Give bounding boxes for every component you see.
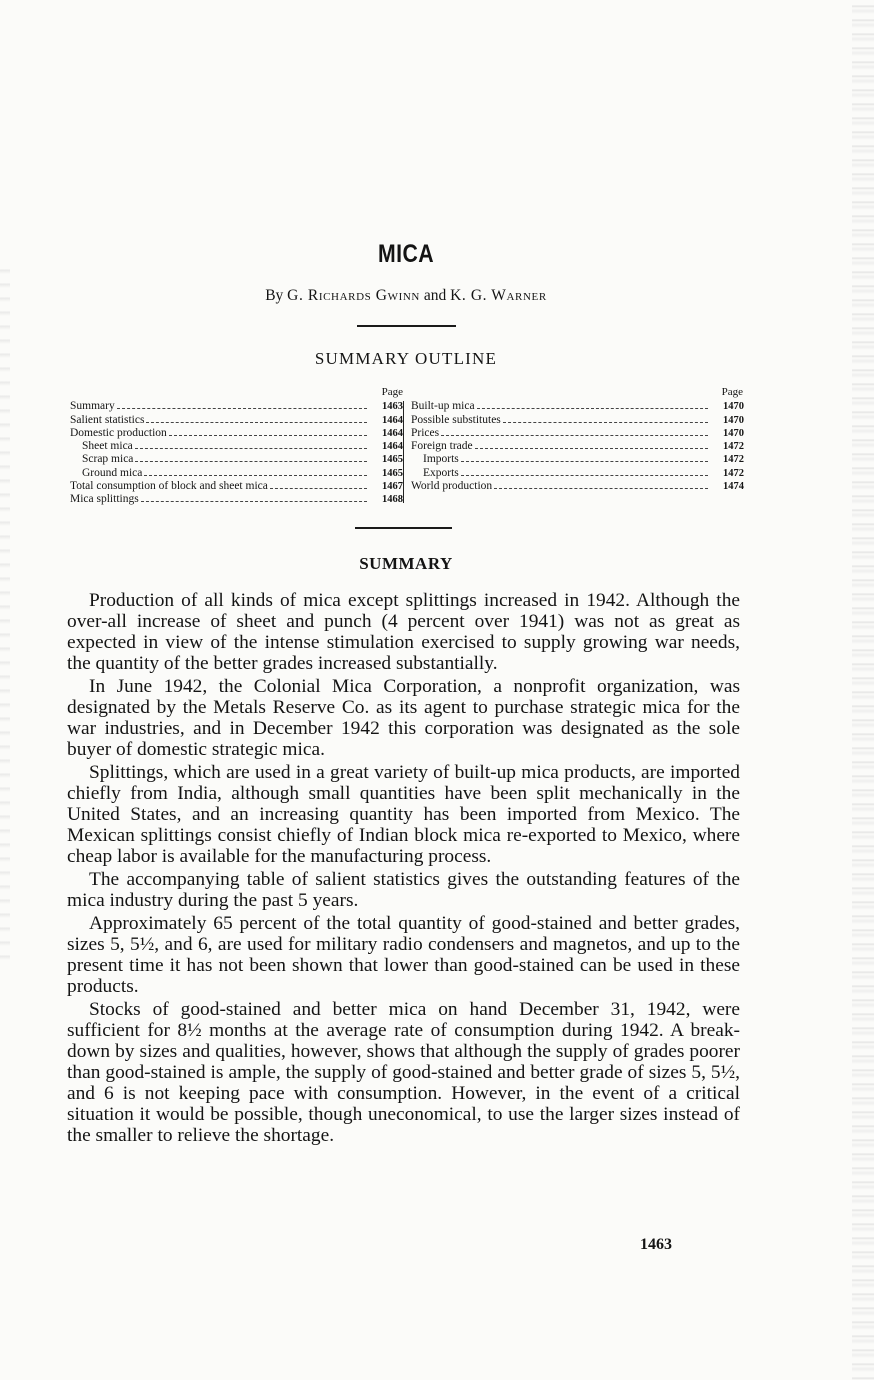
toc-leader	[477, 407, 708, 409]
toc-entry-label: Domestic production	[70, 426, 167, 439]
toc-entry-page: 1470	[723, 414, 744, 426]
toc-entry-page: 1465	[382, 467, 403, 479]
summary-paragraph: Production of all kinds of mica except splittings increased in 1942. Although the over-all increase of sheet and punch (4 percent over 1941) was not as great as expected in view of the intense stimulation exercised to supply growing war needs, the quantity of the better grades increased substantially.	[67, 590, 740, 674]
toc-entry[interactable]	[411, 414, 744, 427]
toc-leader	[461, 460, 708, 462]
toc-entry-page: 1470	[723, 427, 744, 439]
toc-leader	[146, 421, 367, 423]
summary-outline-heading: SUMMARY OUTLINE	[314, 349, 498, 368]
toc-entry[interactable]	[70, 400, 403, 413]
toc-column-separator	[403, 401, 404, 503]
byline-prefix: By	[265, 287, 284, 304]
toc-leader	[270, 487, 367, 489]
byline-conjunction: and	[423, 287, 447, 304]
toc-leader	[494, 487, 708, 489]
toc-entry[interactable]	[411, 480, 744, 493]
toc-entry-label: Imports	[423, 453, 459, 466]
toc-leader	[503, 421, 708, 423]
toc-entry-label: Salient statistics	[70, 413, 145, 426]
toc-entry[interactable]	[411, 400, 744, 413]
toc-entry-label: Summary	[70, 400, 115, 413]
toc-entry-label: Prices	[411, 426, 440, 439]
toc-entry-label: Sheet mica	[82, 440, 133, 453]
toc-page-header: Page	[381, 386, 403, 398]
toc-right-column	[411, 386, 744, 493]
toc-entry[interactable]	[411, 440, 744, 453]
toc-entry-label: Exports	[423, 466, 459, 479]
toc-leader	[475, 447, 708, 449]
toc-entry-page: 1464	[382, 441, 403, 453]
toc-entry[interactable]	[411, 467, 744, 480]
toc-entry[interactable]	[70, 427, 403, 440]
toc-entry-page: 1472	[723, 441, 744, 453]
summary-heading: SUMMARY	[359, 554, 453, 573]
summary-paragraph: In June 1942, the Colonial Mica Corporation, a nonprofit organization, was designated by the Metals Reserve Co. as its agent to purchase strategic mica for the war industries, and in December 1942 this corporation was designated as the sole buyer of domestic strategic mica.	[67, 676, 740, 760]
toc-entry-label: Possible substitutes	[411, 413, 501, 426]
divider-rule-top	[357, 325, 456, 327]
toc-leader	[441, 434, 708, 436]
toc-entry[interactable]	[70, 453, 403, 466]
toc-entry[interactable]	[70, 414, 403, 427]
document-title: MICA	[377, 240, 434, 268]
toc-entry[interactable]	[70, 440, 403, 453]
toc-leader	[461, 474, 708, 476]
toc-entry-page: 1465	[382, 454, 403, 466]
toc-leader	[117, 407, 367, 409]
toc-entry-label: World production	[411, 480, 493, 493]
toc-entry-label: Scrap mica	[82, 453, 134, 466]
summary-paragraph: Stocks of good-stained and better mica on hand December 31, 1942, were sufficient for 8½ months at the average rate of consumption during 1942. A break-down by sizes and qualities, however, shows that although the supply of grades poorer than good-stained is ample, the supply of good-stained and better grade of sizes 5, 5½, and 6 is not keeping pace with consumption. However, in the event of a critical situation it would be possible, though uneconomical, to use the larger sizes instead of the smaller to relieve the shortage.	[67, 999, 740, 1146]
summary-paragraph: Splittings, which are used in a great variety of built-up mica products, are imported chiefly from India, although small quantities have been split mechanically in the United States, and an increasing quantity has been imported from Mexico. The Mexican splittings consist chiefly of Indian block mica re-exported to Mexico, where cheap labor is available for the manufacturing process.	[67, 762, 740, 867]
toc-entry[interactable]	[70, 493, 403, 506]
toc-entry[interactable]	[70, 480, 403, 493]
toc-leader	[144, 474, 367, 476]
toc-entry-page: 1472	[723, 454, 744, 466]
toc-entry-page: 1468	[382, 494, 403, 506]
author-1: G. Richards Gwinn	[287, 287, 420, 304]
toc-entry-label: Total consumption of block and sheet mica	[70, 480, 268, 493]
toc-left-column	[70, 386, 403, 507]
toc-entry-page: 1464	[382, 427, 403, 439]
toc-entry-label: Foreign trade	[411, 440, 473, 453]
scan-edge-noise-right	[852, 0, 874, 1380]
toc-entry-label: Ground mica	[82, 466, 143, 479]
toc-leader	[169, 434, 367, 436]
toc-entry-page: 1464	[382, 414, 403, 426]
byline	[0, 287, 812, 305]
toc-entry-page: 1467	[382, 481, 403, 493]
toc-entry-page: 1463	[382, 401, 403, 413]
summary-paragraph: Approximately 65 percent of the total quantity of good-stained and better grades, sizes 5, 5½, and 6, are used for military radio condensers and magnetos, and up to the present time it has not been shown that lower than good-stained can be used in these products.	[67, 913, 740, 997]
divider-rule-bottom	[355, 527, 452, 529]
summary-paragraph: The accompanying table of salient statistics gives the outstanding features of the mica industry during the past 5 years.	[67, 869, 740, 911]
toc-entry[interactable]	[70, 467, 403, 480]
summary-body	[67, 590, 740, 1148]
toc-entry[interactable]	[411, 453, 744, 466]
toc-entry[interactable]	[411, 427, 744, 440]
toc-entry-page: 1470	[723, 401, 744, 413]
toc-page-header: Page	[721, 386, 743, 398]
toc-leader	[141, 500, 367, 502]
toc-leader	[135, 460, 367, 462]
toc-entry-page: 1472	[723, 467, 744, 479]
toc-entry-label: Built-up mica	[411, 400, 475, 413]
page-number: 1463	[640, 1236, 672, 1253]
toc-leader	[135, 447, 367, 449]
author-2: K. G. Warner	[450, 287, 547, 304]
toc-entry-label: Mica splittings	[70, 493, 139, 506]
toc-entry-page: 1474	[723, 481, 744, 493]
